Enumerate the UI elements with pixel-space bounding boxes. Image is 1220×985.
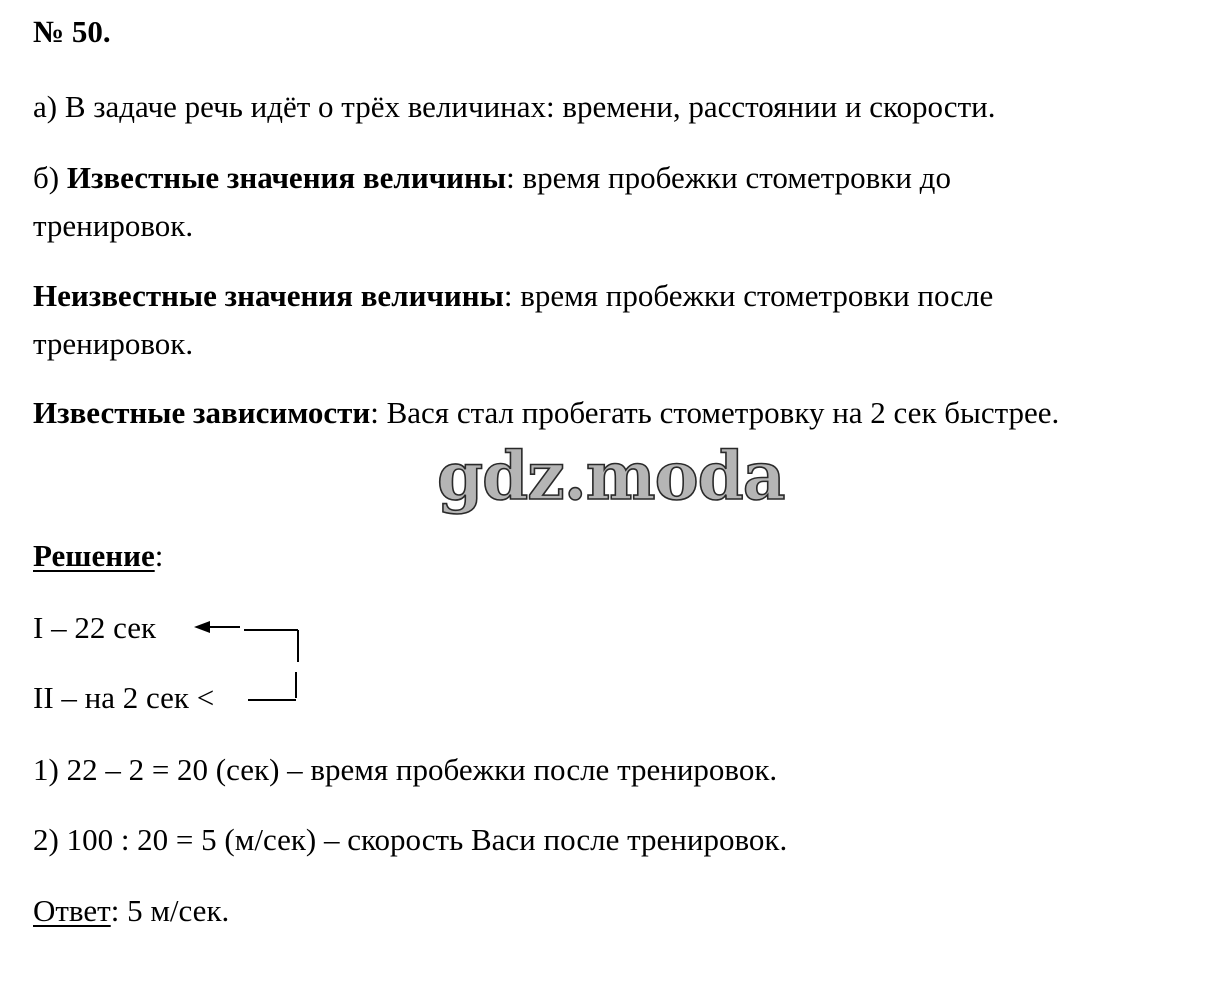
dependencies-label: Известные зависимости [33,395,371,430]
unknown-values-label: Неизвестные значения величины [33,278,504,313]
dependencies-text: : Вася стал пробегать стометровку на 2 сек быстрее. [370,395,1060,430]
solution-heading-colon: : [154,538,164,573]
part-b-prefix: б) [33,160,67,195]
answer-text: : 5 м/сек. [110,893,230,928]
answer-label: Ответ [33,893,111,928]
unknown-values-text: : время пробежки стометровки после [503,278,994,313]
scheme-bracket-arrow [190,610,310,710]
part-a-text: а) В задаче речь идёт о трёх величинах: времени, расстоянии и скорости. [33,89,996,124]
watermark-logo: gdz.moda [437,437,785,515]
known-values-text: : время пробежки стометровки до [506,160,951,195]
unknown-values-text-cont: тренировок. [33,326,194,361]
problem-number: № 50. [33,14,111,49]
unknown-values-line [33,278,993,314]
part-b-known-line [33,160,951,196]
known-values-text-cont: тренировок. [33,208,194,243]
solution-heading-line [33,538,163,574]
dependencies-line [33,395,1059,431]
arrow-head-icon [194,621,210,633]
solution-heading: Решение [33,538,155,573]
scheme-line-2: II – на 2 сек < [33,680,215,715]
known-values-label: Известные значения величины [66,160,507,195]
solution-step-1: 1) 22 – 2 = 20 (сек) – время пробежки после тренировок. [33,752,778,787]
answer-line [33,893,229,929]
solution-step-2: 2) 100 : 20 = 5 (м/сек) – скорость Васи после тренировок. [33,822,788,857]
scheme-line-1: I – 22 сек [33,610,157,645]
